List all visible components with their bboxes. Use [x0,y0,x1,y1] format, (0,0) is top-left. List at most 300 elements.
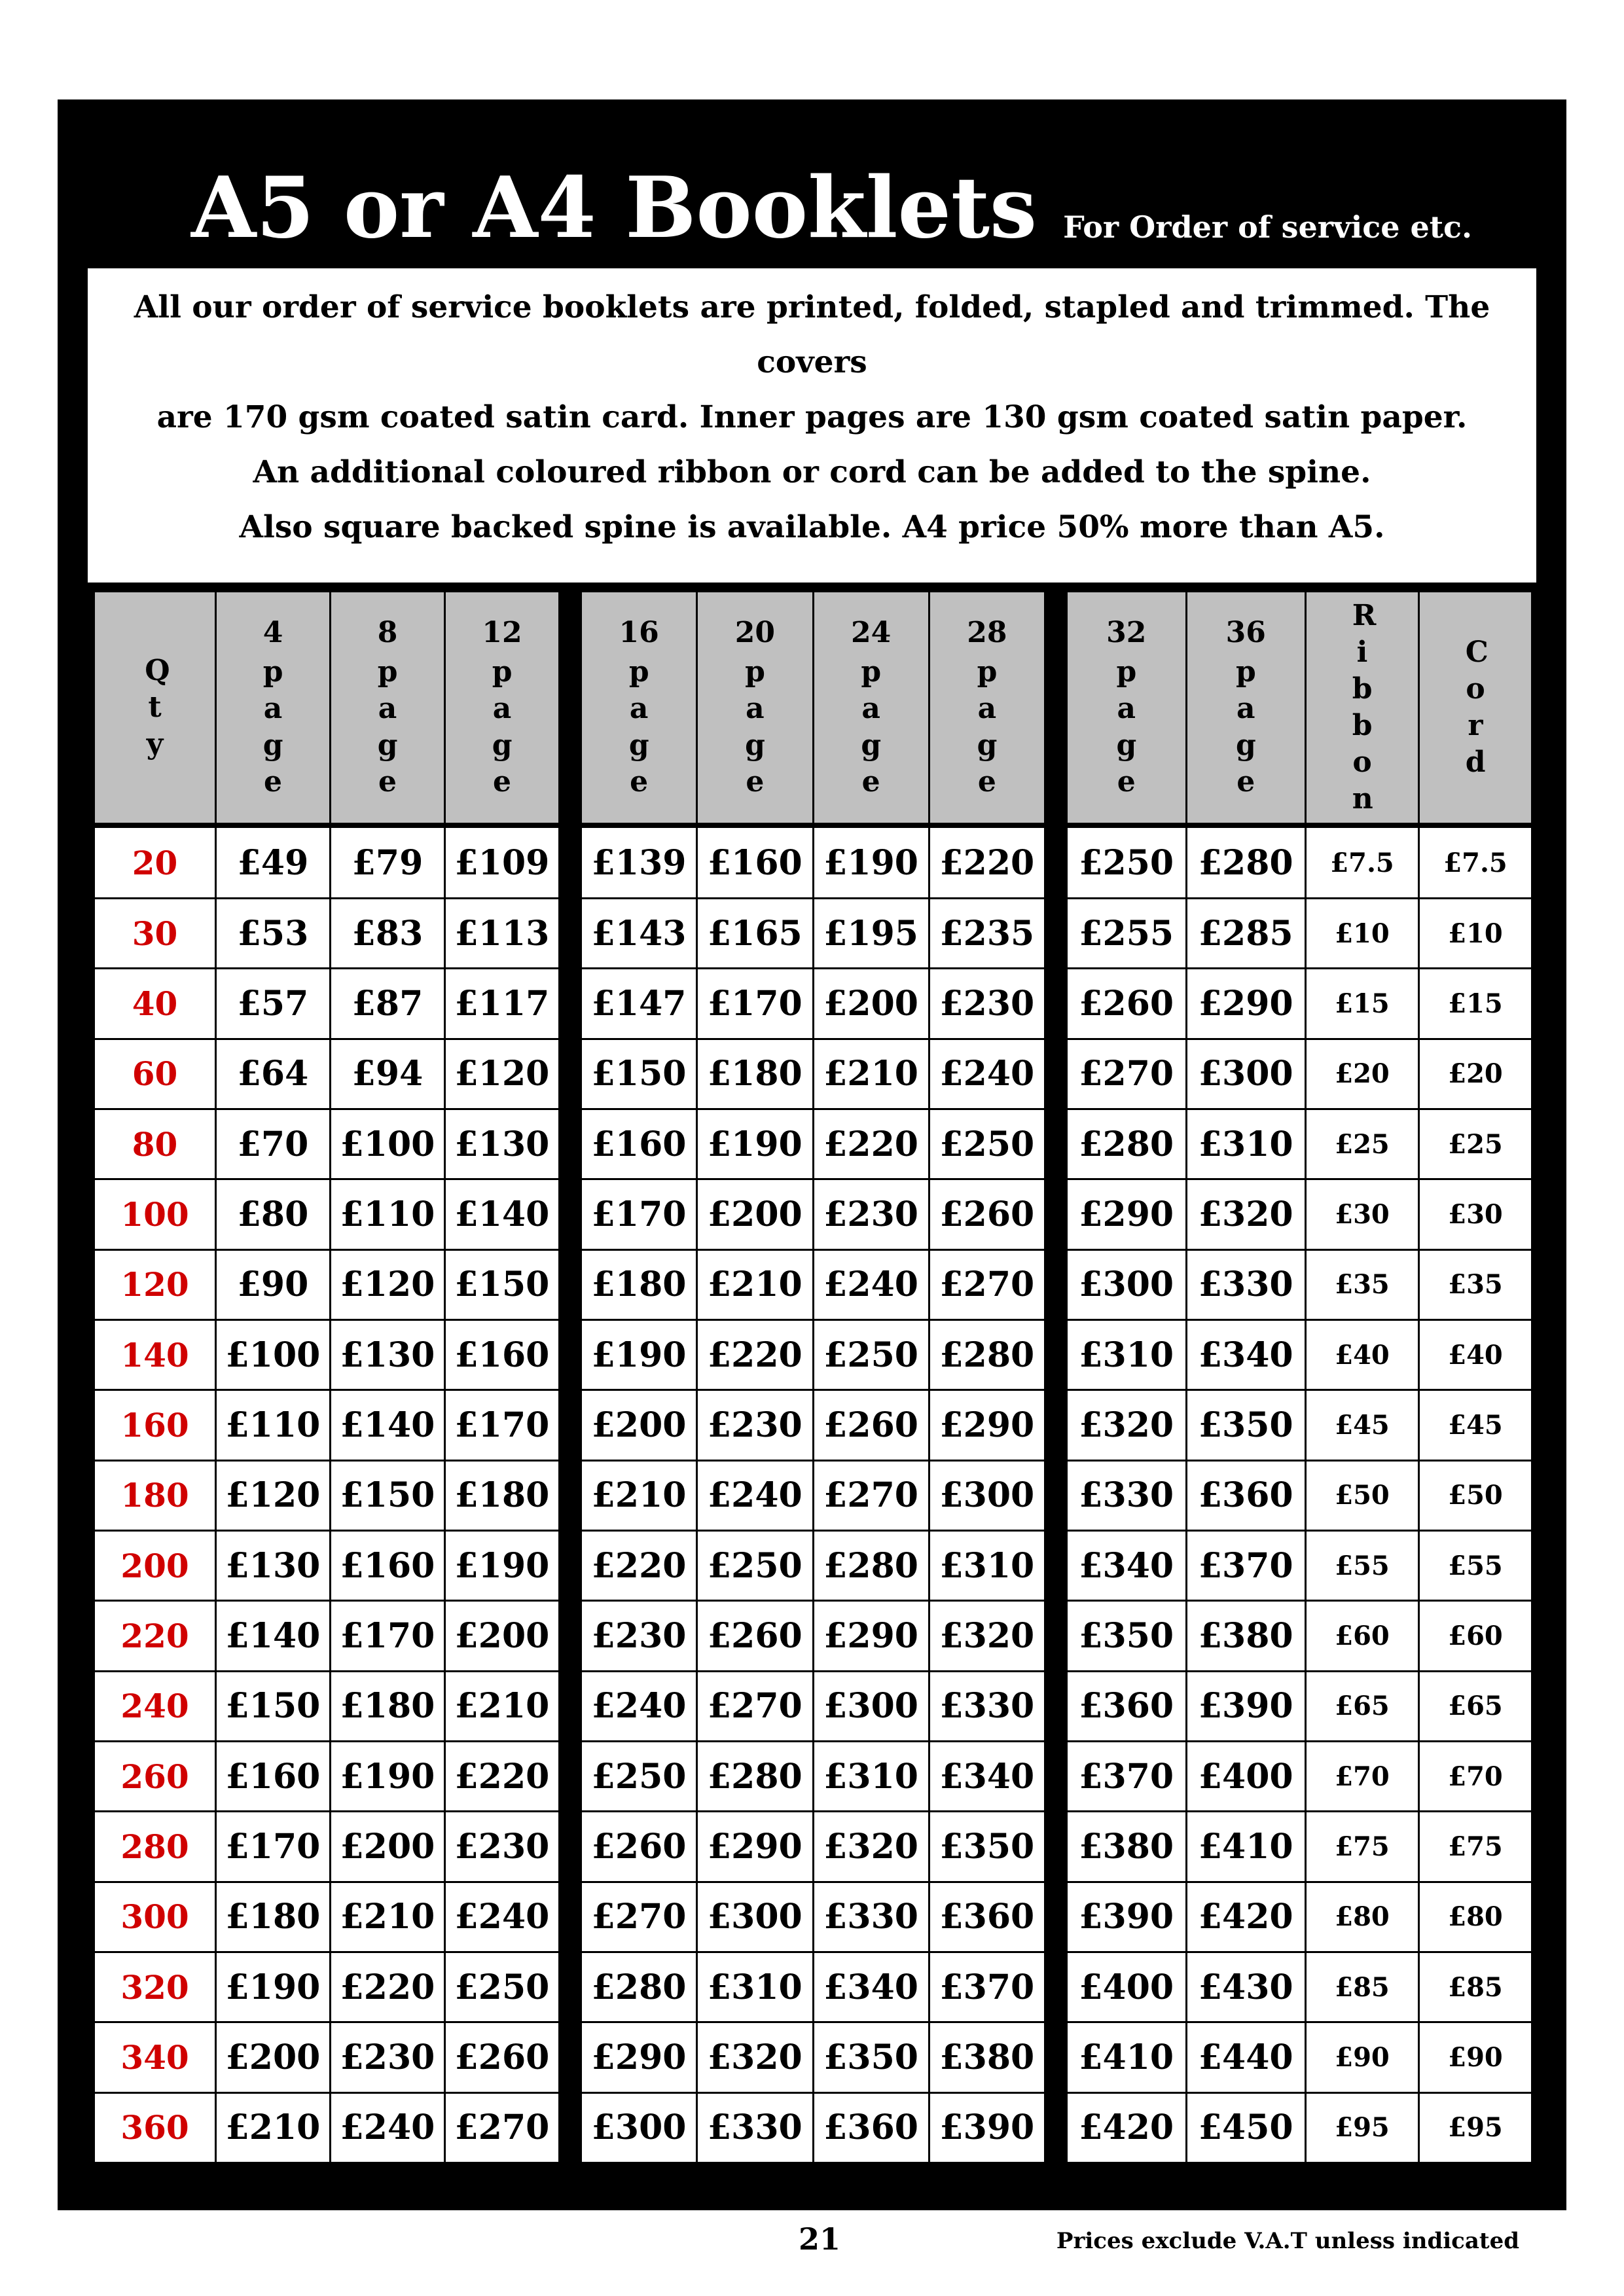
price-cell-p24: £260 [813,1390,929,1460]
table-row [581,899,1045,969]
table-row [581,1530,1045,1600]
qty-cell: 340 [94,2022,216,2092]
price-cell-ribbon: £35 [1306,1249,1419,1319]
price-cell-p32: £400 [1067,1952,1187,2022]
price-cell-p32: £290 [1067,1179,1187,1249]
intro-line: An additional coloured ribbon or cord can be added to the spine. [253,454,1371,490]
price-cell-ribbon: £20 [1306,1039,1419,1109]
header-num: 36 [1225,616,1266,649]
price-cell-p12: £270 [445,2092,560,2162]
table-row [1067,1882,1532,1952]
price-cell-p16: £200 [581,1390,697,1460]
price-cell-ribbon: £75 [1306,1812,1419,1882]
header-num: 20 [734,616,775,649]
table-row [1067,1249,1532,1319]
price-cell-p28: £330 [929,1671,1045,1741]
table-row [94,1109,560,1179]
price-cell-p24: £310 [813,1741,929,1811]
price-cell-p32: £360 [1067,1671,1187,1741]
price-cell-p24: £200 [813,969,929,1039]
price-cell-p28: £260 [929,1179,1045,1249]
header-num: 8 [377,616,398,649]
table-row [94,2092,560,2162]
price-cell-p32: £255 [1067,899,1187,969]
qty-cell: 240 [94,1671,216,1741]
price-cell-p12: £117 [445,969,560,1039]
price-cell-p24: £250 [813,1319,929,1390]
price-cell-p4: £53 [216,899,331,969]
price-cell-p16: £230 [581,1601,697,1671]
price-cell-cord: £15 [1419,969,1532,1039]
price-cell-p8: £87 [331,969,445,1039]
page-number: 21 [798,2221,840,2257]
price-cell-cord: £80 [1419,1882,1532,1952]
price-cell-cord: £75 [1419,1812,1532,1882]
header-word: page [628,655,649,798]
price-cell-cord: £30 [1419,1179,1532,1249]
price-cell-cord: £90 [1419,2022,1532,2092]
price-cell-p20: £190 [697,1109,813,1179]
qty-cell: 200 [94,1530,216,1600]
price-cell-ribbon: £65 [1306,1671,1419,1741]
table-row [94,1741,560,1811]
table-row [94,2022,560,2092]
price-cell-p24: £360 [813,2092,929,2162]
table-row [1067,1039,1532,1109]
price-cell-p20: £170 [697,969,813,1039]
table-row [1067,899,1532,969]
price-cell-cord: £85 [1419,1952,1532,2022]
price-table-small [93,590,560,2164]
price-cell-p28: £380 [929,2022,1045,2092]
table-body [1067,825,1532,2163]
header-ribbon-label: Ribbon [1352,599,1377,816]
price-cell-p36: £410 [1186,1812,1306,1882]
price-cell-p4: £130 [216,1530,331,1600]
price-cell-p8: £170 [331,1601,445,1671]
price-cell-p32: £310 [1067,1319,1187,1390]
header-28-page [929,592,1045,826]
price-cell-p4: £200 [216,2022,331,2092]
header-word: page [377,655,398,798]
price-cell-p36: £290 [1186,969,1306,1039]
table-row [1067,1952,1532,2022]
price-cell-p12: £250 [445,1952,560,2022]
price-cell-p20: £330 [697,2092,813,2162]
price-panel-medium [576,586,1050,2168]
price-cell-p8: £190 [331,1741,445,1811]
table-row [1067,1179,1532,1249]
price-cell-p36: £420 [1186,1882,1306,1952]
price-cell-p12: £160 [445,1319,560,1390]
price-cell-cord: £25 [1419,1109,1532,1179]
price-cell-ribbon: £30 [1306,1179,1419,1249]
price-cell-p12: £170 [445,1390,560,1460]
price-cell-p4: £80 [216,1179,331,1249]
page-subtitle: For Order of service etc. [1063,209,1473,245]
price-cell-p4: £210 [216,2092,331,2162]
price-cell-ribbon: £60 [1306,1601,1419,1671]
price-cell-p8: £94 [331,1039,445,1109]
price-cell-p4: £170 [216,1812,331,1882]
price-cell-p20: £250 [697,1530,813,1600]
table-header-row [1067,592,1532,826]
price-cell-p36: £380 [1186,1601,1306,1671]
qty-cell: 120 [94,1249,216,1319]
price-cell-p36: £360 [1186,1460,1306,1530]
price-cell-p32: £410 [1067,2022,1187,2092]
header-num: 4 [262,616,283,649]
table-row [581,1671,1045,1741]
price-cell-ribbon: £70 [1306,1741,1419,1811]
price-cell-p8: £240 [331,2092,445,2162]
price-cell-p36: £300 [1186,1039,1306,1109]
price-cell-p28: £240 [929,1039,1045,1109]
table-row [581,1109,1045,1179]
price-cell-p4: £150 [216,1671,331,1741]
price-cell-p28: £230 [929,969,1045,1039]
table-row [1067,1460,1532,1530]
price-cell-p28: £235 [929,899,1045,969]
table-row [581,1460,1045,1530]
table-row [94,1601,560,1671]
table-row [1067,1601,1532,1671]
table-header-row [581,592,1045,826]
table-row [94,825,560,899]
price-cell-ribbon: £50 [1306,1460,1419,1530]
table-row [1067,1390,1532,1460]
qty-cell: 180 [94,1460,216,1530]
price-cell-p24: £330 [813,1882,929,1952]
price-cell-ribbon: £10 [1306,899,1419,969]
price-cell-cord: £45 [1419,1390,1532,1460]
price-cell-p12: £220 [445,1741,560,1811]
table-row [581,825,1045,899]
price-cell-p12: £190 [445,1530,560,1600]
price-cell-p8: £83 [331,899,445,969]
price-cell-p32: £390 [1067,1882,1187,1952]
header-num: 24 [851,616,892,649]
price-cell-p16: £143 [581,899,697,969]
header-qty-label: Qty [145,654,170,761]
price-cell-p32: £270 [1067,1039,1187,1109]
header-num: 16 [619,616,659,649]
price-cell-p16: £210 [581,1460,697,1530]
price-cell-ribbon: £25 [1306,1109,1419,1179]
price-cell-p28: £320 [929,1601,1045,1671]
table-row [581,1812,1045,1882]
header-word: page [745,655,765,798]
price-cell-p24: £195 [813,899,929,969]
table-row [581,1882,1045,1952]
table-row [581,1390,1045,1460]
price-cell-p4: £49 [216,825,331,899]
price-cell-p16: £150 [581,1039,697,1109]
price-cell-cord: £40 [1419,1319,1532,1390]
qty-cell: 160 [94,1390,216,1460]
price-cell-p24: £210 [813,1039,929,1109]
price-cell-p16: £170 [581,1179,697,1249]
price-cell-p8: £160 [331,1530,445,1600]
price-cell-p36: £450 [1186,2092,1306,2162]
price-cell-p4: £180 [216,1882,331,1952]
price-cell-p24: £240 [813,1249,929,1319]
price-cell-p4: £70 [216,1109,331,1179]
table-row [581,1179,1045,1249]
header-12-page [445,592,560,826]
price-cell-p28: £390 [929,2092,1045,2162]
price-cell-p32: £260 [1067,969,1187,1039]
price-cell-p4: £140 [216,1601,331,1671]
qty-cell: 80 [94,1109,216,1179]
price-cell-p16: £139 [581,825,697,899]
price-cell-p12: £120 [445,1039,560,1109]
price-cell-ribbon: £85 [1306,1952,1419,2022]
price-table-medium [580,590,1046,2164]
table-row [94,1952,560,2022]
price-cell-p4: £64 [216,1039,331,1109]
table-row [94,1319,560,1390]
price-cell-p16: £160 [581,1109,697,1179]
price-cell-p16: £220 [581,1530,697,1600]
price-cell-p8: £79 [331,825,445,899]
header-word: page [262,655,283,798]
price-cell-p12: £260 [445,2022,560,2092]
intro-line: All our order of service booklets are printed, folded, stapled and trimmed. The covers [134,289,1490,380]
table-row [581,1039,1045,1109]
qty-cell: 20 [94,825,216,899]
table-row [1067,1671,1532,1741]
price-cell-p24: £350 [813,2022,929,2092]
price-cell-p36: £280 [1186,825,1306,899]
price-cell-p24: £220 [813,1109,929,1179]
price-cell-p28: £370 [929,1952,1045,2022]
intro-line: are 170 gsm coated satin card. Inner pages are 130 gsm coated satin paper. [156,399,1468,435]
price-cell-cord: £60 [1419,1601,1532,1671]
price-cell-p12: £113 [445,899,560,969]
price-cell-p20: £210 [697,1249,813,1319]
qty-cell: 100 [94,1179,216,1249]
price-cell-p28: £250 [929,1109,1045,1179]
price-cell-p32: £280 [1067,1109,1187,1179]
price-cell-p20: £180 [697,1039,813,1109]
header-num: 12 [482,616,522,649]
price-cell-p12: £150 [445,1249,560,1319]
price-cell-p20: £165 [697,899,813,969]
table-row [1067,1319,1532,1390]
header-cord [1419,592,1532,826]
table-row [94,1390,560,1460]
price-cell-p36: £330 [1186,1249,1306,1319]
table-row [94,899,560,969]
price-cell-p16: £190 [581,1319,697,1390]
price-cell-ribbon: £95 [1306,2092,1419,2162]
price-cell-cord: £55 [1419,1530,1532,1600]
price-cell-p36: £440 [1186,2022,1306,2092]
price-cell-p32: £340 [1067,1530,1187,1600]
price-cell-p24: £300 [813,1671,929,1741]
price-cell-p20: £230 [697,1390,813,1460]
table-row [1067,2092,1532,2162]
price-cell-p28: £340 [929,1741,1045,1811]
price-cell-p8: £120 [331,1249,445,1319]
table-row [94,1530,560,1600]
header-cord-label: Cord [1465,636,1489,779]
qty-cell: 220 [94,1601,216,1671]
price-cell-p8: £150 [331,1460,445,1530]
header-24-page [813,592,929,826]
qty-cell: 300 [94,1882,216,1952]
price-cell-p12: £200 [445,1601,560,1671]
price-cell-p4: £100 [216,1319,331,1390]
price-cell-p28: £310 [929,1530,1045,1600]
table-body [581,825,1045,2163]
price-cell-p28: £280 [929,1319,1045,1390]
price-cell-cord: £35 [1419,1249,1532,1319]
table-row [1067,2022,1532,2092]
qty-cell: 260 [94,1741,216,1811]
table-row [581,1601,1045,1671]
price-cell-p8: £210 [331,1882,445,1952]
price-cell-p16: £270 [581,1882,697,1952]
price-table-large [1066,590,1533,2164]
price-panel-small [89,586,564,2168]
price-cell-p36: £390 [1186,1671,1306,1741]
price-cell-p20: £220 [697,1319,813,1390]
price-cell-p36: £320 [1186,1179,1306,1249]
price-cell-p20: £200 [697,1179,813,1249]
price-cell-p32: £330 [1067,1460,1187,1530]
qty-cell: 280 [94,1812,216,1882]
price-cell-p28: £350 [929,1812,1045,1882]
qty-cell: 60 [94,1039,216,1109]
price-cell-p20: £320 [697,2022,813,2092]
price-cell-p8: £100 [331,1109,445,1179]
price-cell-p36: £400 [1186,1741,1306,1811]
price-panel-large [1062,586,1537,2168]
price-cell-ribbon: £7.5 [1306,825,1419,899]
table-row [581,1249,1045,1319]
header-16-page [581,592,697,826]
price-cell-p16: £280 [581,1952,697,2022]
price-cell-p32: £380 [1067,1812,1187,1882]
price-cell-p24: £190 [813,825,929,899]
header-word: page [861,655,882,798]
price-cell-p36: £350 [1186,1390,1306,1460]
price-cell-ribbon: £45 [1306,1390,1419,1460]
price-cell-p28: £360 [929,1882,1045,1952]
price-cell-ribbon: £55 [1306,1530,1419,1600]
table-row [1067,1109,1532,1179]
table-row [581,2092,1045,2162]
header-8-page [331,592,445,826]
price-cell-p4: £120 [216,1460,331,1530]
price-cell-p32: £320 [1067,1390,1187,1460]
price-cell-p16: £147 [581,969,697,1039]
price-cell-p20: £290 [697,1812,813,1882]
table-row [94,969,560,1039]
price-cell-p20: £300 [697,1882,813,1952]
price-cell-p32: £350 [1067,1601,1187,1671]
table-row [94,1812,560,1882]
price-cell-p8: £220 [331,1952,445,2022]
page-frame [58,99,1566,2210]
table-row [1067,1741,1532,1811]
price-cell-p28: £290 [929,1390,1045,1460]
table-row [581,1319,1045,1390]
price-cell-p12: £180 [445,1460,560,1530]
table-row [581,969,1045,1039]
price-cell-p4: £57 [216,969,331,1039]
price-cell-p12: £130 [445,1109,560,1179]
price-cell-p24: £320 [813,1812,929,1882]
price-cell-p12: £210 [445,1671,560,1741]
price-cell-p28: £220 [929,825,1045,899]
price-cell-p16: £250 [581,1741,697,1811]
price-cell-p36: £370 [1186,1530,1306,1600]
qty-cell: 30 [94,899,216,969]
price-cell-p8: £130 [331,1319,445,1390]
price-cell-ribbon: £80 [1306,1882,1419,1952]
table-header-row [94,592,560,826]
price-cell-p16: £240 [581,1671,697,1741]
price-cell-cord: £10 [1419,899,1532,969]
price-cell-p8: £110 [331,1179,445,1249]
qty-cell: 40 [94,969,216,1039]
price-cell-p12: £109 [445,825,560,899]
price-cell-cord: £7.5 [1419,825,1532,899]
table-row [94,1671,560,1741]
header [58,99,1566,262]
price-cell-cord: £70 [1419,1741,1532,1811]
qty-cell: 320 [94,1952,216,2022]
header-word: page [1116,655,1137,798]
table-row [94,1249,560,1319]
price-cell-p4: £90 [216,1249,331,1319]
price-cell-p28: £300 [929,1460,1045,1530]
table-row [1067,825,1532,899]
price-cell-p20: £280 [697,1741,813,1811]
vat-note: Prices exclude V.A.T unless indicated [1056,2228,1519,2254]
header-qty [94,592,216,826]
price-cell-p24: £340 [813,1952,929,2022]
intro-box [88,268,1536,583]
price-cell-p8: £200 [331,1812,445,1882]
price-cell-p24: £290 [813,1601,929,1671]
table-row [94,1039,560,1109]
price-cell-p4: £110 [216,1390,331,1460]
table-row [581,1952,1045,2022]
price-cell-p36: £285 [1186,899,1306,969]
price-cell-p12: £240 [445,1882,560,1952]
price-cell-p16: £260 [581,1812,697,1882]
header-word: page [492,655,513,798]
price-cell-p4: £190 [216,1952,331,2022]
table-row [1067,1812,1532,1882]
price-cell-p24: £270 [813,1460,929,1530]
price-cell-ribbon: £15 [1306,969,1419,1039]
price-cell-p32: £250 [1067,825,1187,899]
page-title: A5 or A4 Booklets [190,159,1038,257]
table-body [94,825,560,2163]
price-cell-p16: £300 [581,2092,697,2162]
price-cell-p36: £430 [1186,1952,1306,2022]
price-cell-p24: £230 [813,1179,929,1249]
header-4-page [216,592,331,826]
price-cell-p12: £140 [445,1179,560,1249]
price-cell-cord: £50 [1419,1460,1532,1530]
table-row [94,1460,560,1530]
